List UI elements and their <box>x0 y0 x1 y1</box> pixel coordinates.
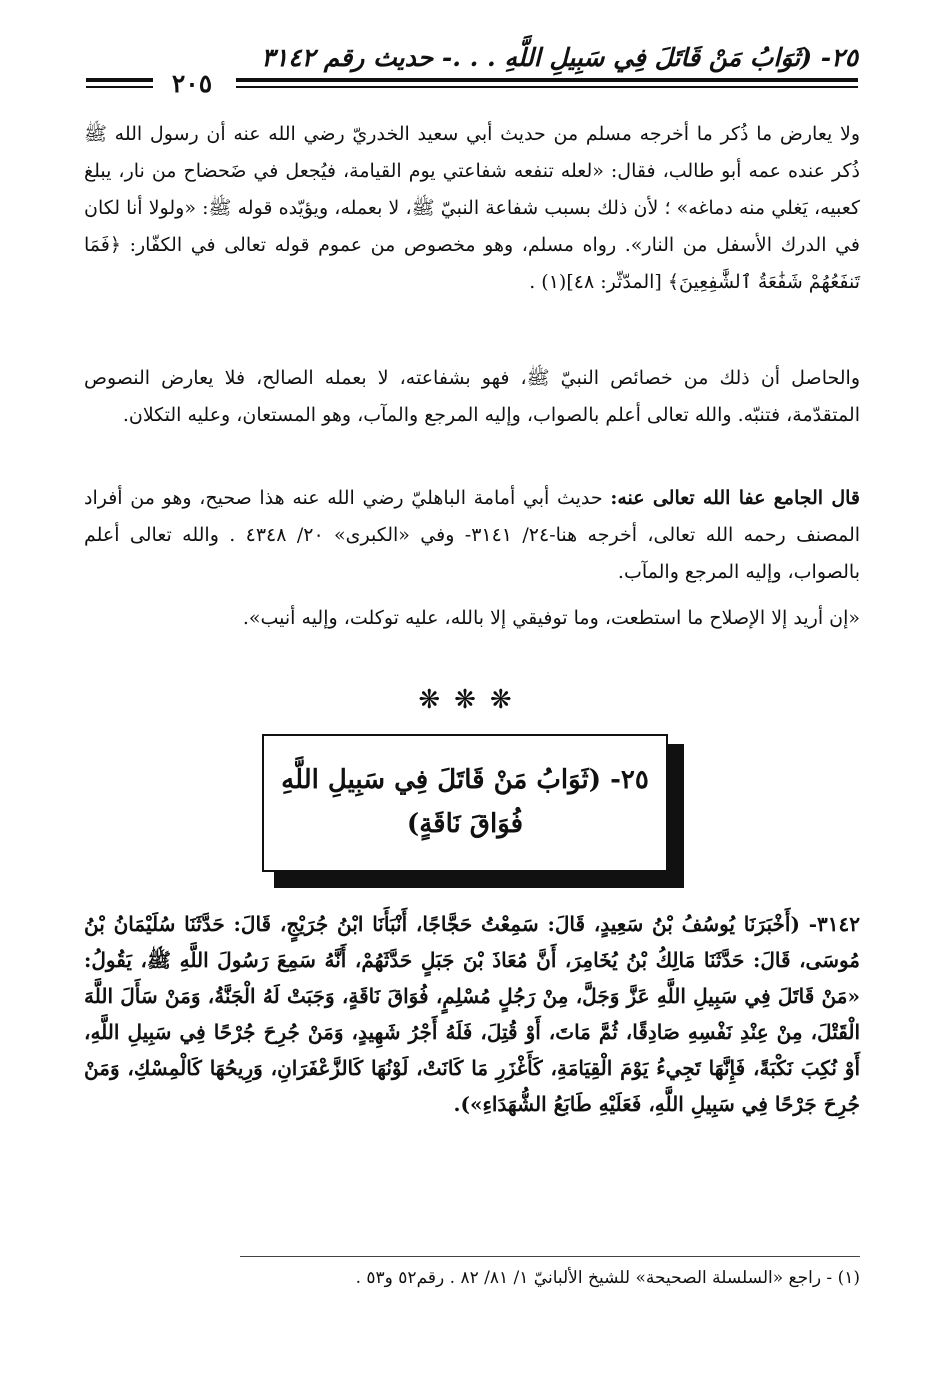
running-header-title: ٢٥- (ثَوَابُ مَنْ قَاتَلَ فِي سَبِيلِ اللَّهِ . . .- حديث رقم ٣١٤٢ <box>261 43 858 72</box>
paragraph-text <box>84 480 860 591</box>
footnote-divider <box>240 1256 860 1257</box>
paragraph-commentary-1 <box>84 116 860 301</box>
header-rule-left-thin <box>86 86 153 88</box>
chapter-heading-line-2: فُوَاقَ نَاقَةٍ) <box>406 809 524 839</box>
header-rule-right-thick <box>236 78 858 82</box>
paragraph-commentary-2 <box>84 360 860 434</box>
header-rule-left-thick <box>86 78 153 82</box>
chapter-heading-line-1: ٢٥- (ثَوَابُ مَنْ قَاتَلَ فِي سَبِيلِ اللَّهِ <box>281 765 649 795</box>
paragraph-text: ولا يعارض ما ذُكر ما أخرجه مسلم من حديث أبي سعيد الخدريّ رضي الله عنه أن رسول الله ﷺ ذُكر عنده عمه أبو طالب، فقال: «لعله تنفعه شفاعتي يوم القيامة، فيُجعل في ضَحضاح من نار، يبلغ كعبيه، يَغلي منه دماغه» ؛ لأن ذلك بسبب شفاعة النبيّ ﷺ، لا بعمله، ويؤيّده قوله ﷺ: «ولولا أنا لكان في الدرك الأسفل من النار». رواه مسلم، وهو مخصوص من عموم قوله تعالى في الكفّار: ﴿فَمَا تَنفَعُهُمْ شَفَٰعَةُ ٱلشَّٰفِعِينَ﴾ [المدّثّر: ٤٨](١) . <box>84 123 860 293</box>
paragraph-closing-quote <box>84 600 860 637</box>
chapter-heading-box <box>262 734 668 872</box>
header-rule-right-thin <box>236 86 858 88</box>
compiler-note-lead: قال الجامع عفا الله تعالى عنه: <box>610 487 860 509</box>
compiler-note-text: حديث أبي أمامة الباهليّ رضي الله عنه هذا صحيح، وهو من أفراد المصنف رحمه الله تعالى، أخرجه هنا-٢٤/ ٣١٤١- وفي «الكبرى» ٢٠/ ٤٣٤٨ . والله تعالى أعلم بالصواب، وإليه المرجع والمآب. <box>84 487 861 583</box>
page-number: ٢٠٥ <box>171 69 213 98</box>
paragraph-compiler-note <box>84 480 860 591</box>
paragraph-text: «إن أريد إلا الإصلاح ما استطعت، وما توفيقي إلا بالله، عليه توكلت، وإليه أنيب». <box>242 607 860 629</box>
paragraph-text: والحاصل أن ذلك من خصائص النبيّ ﷺ، فهو بشفاعته، لا بعمله الصالح، فلا يعارض النصوص المتقدّمة، فتنبّه. والله تعالى أعلم بالصواب، وإليه المرجع والمآب، وهو المستعان، وعليه التكلان. <box>84 367 860 426</box>
footnote: (١) - راجع «السلسلة الصحيحة» للشيخ الألبانيّ ١/ ٨١/ ٨٢ . رقم٥٢ و٥٣ . <box>355 1268 860 1288</box>
hadith-text: ٣١٤٢- (أَخْبَرَنَا يُوسُفُ بْنُ سَعِيدٍ، قَالَ: سَمِعْتُ حَجَّاجًا، أَنْبَأَنَا ابْنُ جُرَيْجٍ، قَالَ: حَدَّثَنَا سُلَيْمَانُ بْنُ مُوسَى، قَالَ: حَدَّثَنَا مَالِكُ بْنُ يُخَامِرَ، أَنَّ مُعَاذَ بْنَ جَبَلٍ حَدَّثَهُمْ، أَنَّهُ سَمِعَ رَسُولَ اللَّهِ ﷺ، يَقُولُ: «مَنْ قَاتَلَ فِي سَبِيلِ اللَّهِ عَزَّ وَجَلَّ، مِنْ رَجُلٍ مُسْلِمٍ، فُوَاقَ نَاقَةٍ، وَجَبَتْ لَهُ الْجَنَّةُ، وَمَنْ سَأَلَ اللَّهَ الْقَتْلَ، مِنْ عِنْدِ نَفْسِهِ صَادِقًا، ثُمَّ مَاتَ، أَوْ قُتِلَ، فَلَهُ أَجْرُ شَهِيدٍ، وَمَنْ جُرِحَ جُرْحًا فِي سَبِيلِ اللَّهِ، أَوْ نُكِبَ نَكْبَةً، فَإِنَّهَا تَجِيءُ يَوْمَ الْقِيَامَةِ، كَأَغْزَرِ مَا كَانَتْ، لَوْنُهَا كَالزَّعْفَرَانِ، وَرِيحُهَا كَالْمِسْكِ، وَمَنْ جُرِحَ جَرْحًا فِي سَبِيلِ اللَّهِ، فَعَلَيْهِ طَابَعُ الشُّهَدَاءِ»). <box>84 912 860 1116</box>
section-separator: ❋❋❋ <box>418 685 526 715</box>
